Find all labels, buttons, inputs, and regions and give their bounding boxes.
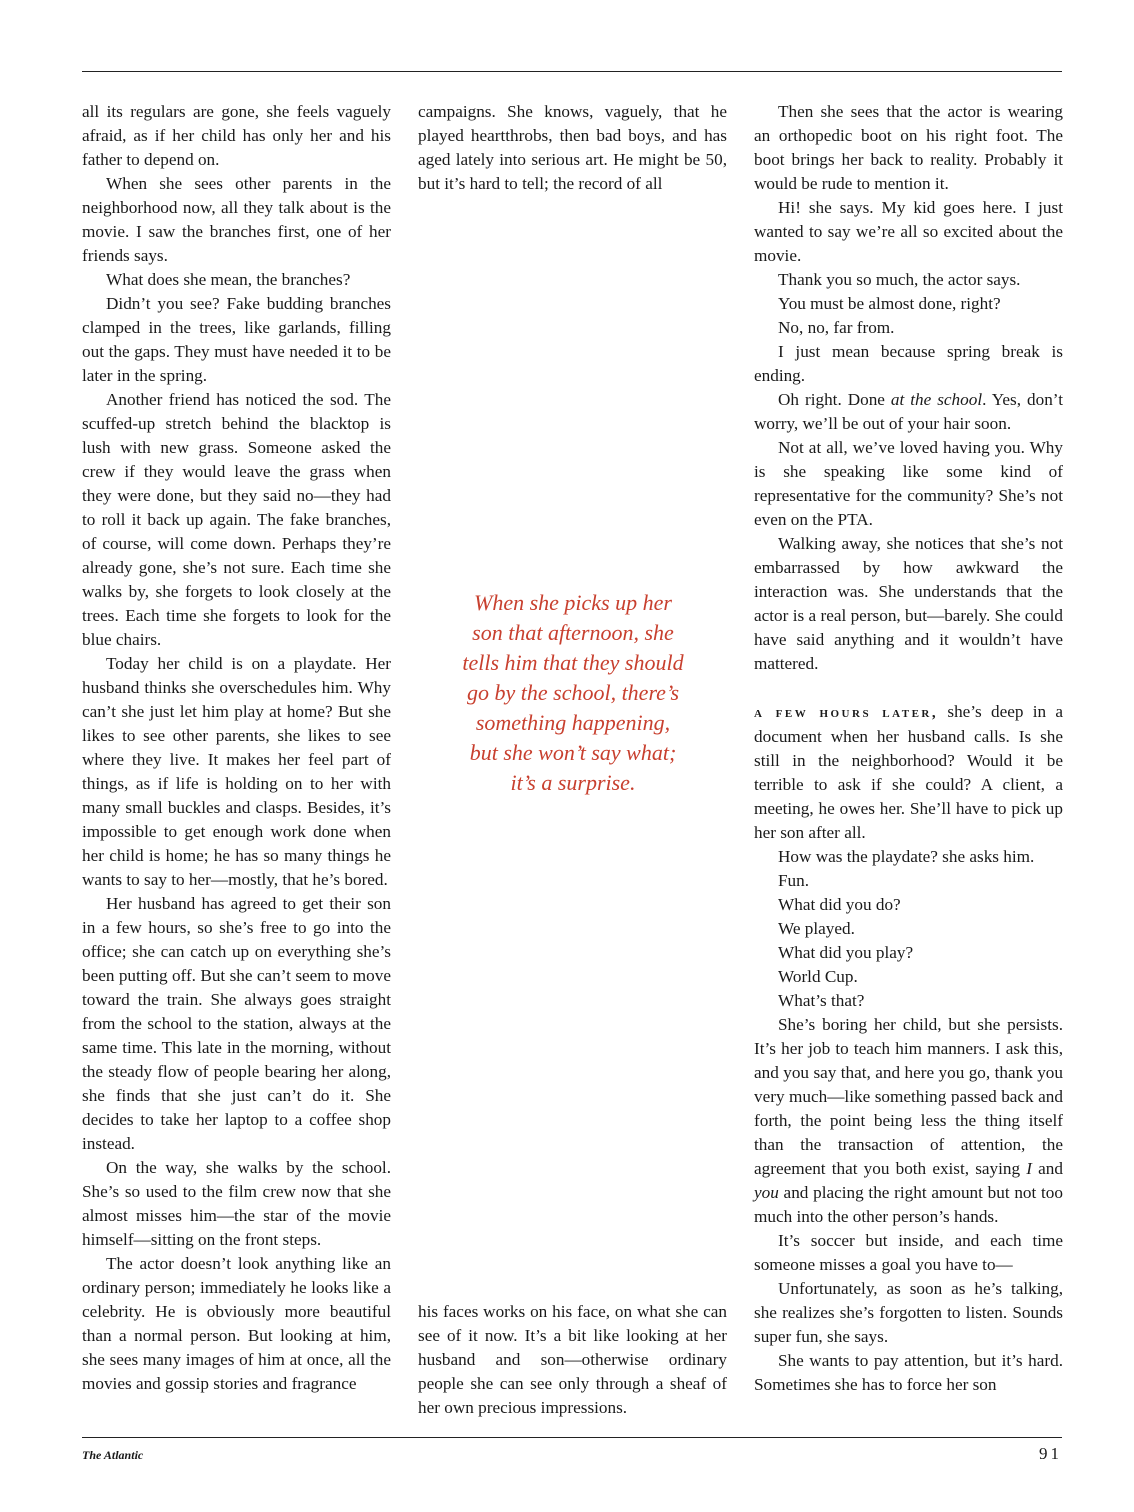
text-run: . Yes, don’t worry, we’ll be out of your hair soon.	[754, 390, 1063, 433]
paragraph: What does she mean, the branches?	[106, 270, 351, 289]
paragraph: Hi! she says. My kid goes here. I just wanted to say we’re all so excited about the movie.	[754, 198, 1063, 265]
paragraph: I just mean because spring break is ending.	[754, 342, 1063, 385]
text-column-2-top	[418, 100, 727, 196]
paragraph	[754, 1013, 1063, 1229]
paragraph: No, no, far from.	[778, 318, 895, 337]
text-column-3	[754, 100, 1063, 1397]
paragraph: Another friend has noticed the sod. The scuffed-up stretch behind the blacktop is lush with new grass. Someone asked the crew if they would leave the grass when they were done, but they said no—they had to roll it back up again. The fake branches, of course, will come down. Perhaps they’re already gone, she’s not sure. Each time she walks by, she forgets to look closely at the trees. Each time she forgets to look for the blue chairs.	[82, 390, 391, 649]
paragraph: Unfortunately, as soon as he’s talking, she realizes she’s forgotten to listen. Sounds super fun, she says.	[754, 1279, 1063, 1346]
text-column-1	[82, 100, 391, 1396]
paragraph: On the way, she walks by the school. She’s so used to the film crew now that she almost misses him—the star of the movie himself—sitting on the front steps.	[82, 1158, 391, 1249]
small-caps-lead-in: a few hours later,	[754, 705, 939, 721]
text-run: and placing the right amount but not too much into the other person’s hands.	[754, 1183, 1063, 1226]
paragraph: What did you do?	[778, 895, 901, 914]
top-rule	[82, 71, 1062, 72]
paragraph: What’s that?	[778, 991, 865, 1010]
text-run: She’s boring her child, but she persists. It’s her job to teach him manners. I ask this, and you say that, and here you go, thank you very much—like something passed back and forth, the point being less the thing itself than the transaction of attention, the agreement that you both exist, saying	[754, 1015, 1063, 1178]
paragraph: Her husband has agreed to get their son in a few hours, so she’s free to go into the office; she can catch up on everything she’s been putting off. But she can’t seem to move toward the train. She always goes straight from the school to the station, always at the same time. This late in the morning, without the steady flow of people bearing her along, she finds that she just can’t do it. She decides to take her laptop to a coffee shop instead.	[82, 894, 391, 1153]
text-column-2-bottom	[418, 1300, 727, 1420]
page-number: 91	[1039, 1444, 1062, 1463]
bottom-rule	[82, 1437, 1062, 1438]
paragraph: Then she sees that the actor is wearing an orthopedic boot on his right foot. The boot brings her back to reality. Probably it would be rude to mention it.	[754, 102, 1063, 193]
paragraph: When she sees other parents in the neighborhood now, all they talk about is the movie. I saw the branches first, one of her friends says.	[82, 174, 391, 265]
paragraph: She wants to pay attention, but it’s hard. Sometimes she has to force her son	[754, 1351, 1063, 1394]
text-run: Oh right. Done	[778, 390, 891, 409]
paragraph: You must be almost done, right?	[778, 294, 1001, 313]
paragraph: How was the playdate? she asks him.	[778, 847, 1035, 866]
paragraph: Today her child is on a playdate. Her husband thinks she overschedules him. Why can’t she just let him play at home? But she likes to see other parents, she likes to see where they live. It makes her feel part of things, as if life is holding on to her with many small buckles and clasps. Besides, it’s impossible to get enough work done when her child is home; he has so many things he wants to say to her—mostly, that he’s bored.	[82, 654, 391, 889]
paragraph: Walking away, she notices that she’s not embarrassed by how awkward the interaction was. She understands that the actor is a real person, but—barely. She could have said anything and it wouldn’t have mattered.	[754, 534, 1063, 673]
paragraph: What did you play?	[778, 943, 914, 962]
paragraph: Fun.	[778, 871, 810, 890]
section-break-paragraph	[754, 700, 1063, 845]
paragraph: his faces works on his face, on what she can see of it now. It’s a bit like looking at her husband and son—otherwise ordinary people she can see only through a sheaf of her own precious impressions.	[418, 1302, 727, 1417]
paragraph: Didn’t you see? Fake budding branches clamped in the trees, like garlands, filling out the gaps. They must have needed it to be later in the spring.	[82, 294, 391, 385]
italic-run: at the school	[890, 390, 983, 409]
text-run: and	[1032, 1159, 1063, 1178]
paragraph: all its regulars are gone, she feels vaguely afraid, as if her child has only her and his father to depend on.	[82, 102, 391, 169]
publication-name: The Atlantic	[82, 1448, 144, 1462]
paragraph: We played.	[778, 919, 855, 938]
italic-run: you	[754, 1183, 779, 1202]
paragraph: campaigns. She knows, vaguely, that he played heartthrobs, then bad boys, and has aged lately into serious art. He might be 50, but it’s hard to tell; the record of all	[418, 102, 727, 193]
paragraph	[754, 388, 1063, 436]
pull-quote: When she picks up her son that afternoon, she tells him that they should go by the school, there’s something happening, but she won’t say what; it’s a surprise.	[462, 590, 684, 795]
italic-run: I	[1026, 1159, 1032, 1178]
paragraph: It’s soccer but inside, and each time someone misses a goal you have to—	[754, 1231, 1063, 1274]
paragraph: Not at all, we’ve loved having you. Why is she speaking like some kind of representative for the community? She’s not even on the PTA.	[754, 438, 1063, 529]
text-run: she’s deep in a document when her husband calls. Is she still in the neighborhood? Would it be terrible to ask if she could? A client, a meeting, he owes her. She’ll have to pick up her son after all.	[754, 702, 1063, 842]
paragraph: World Cup.	[778, 967, 858, 986]
paragraph: Thank you so much, the actor says.	[778, 270, 1021, 289]
paragraph: The actor doesn’t look anything like an ordinary person; immediately he looks like a celebrity. He is obviously more beautiful than a normal person. But looking at him, she sees many images of him at once, all the movies and gossip stories and fragrance	[82, 1254, 391, 1393]
